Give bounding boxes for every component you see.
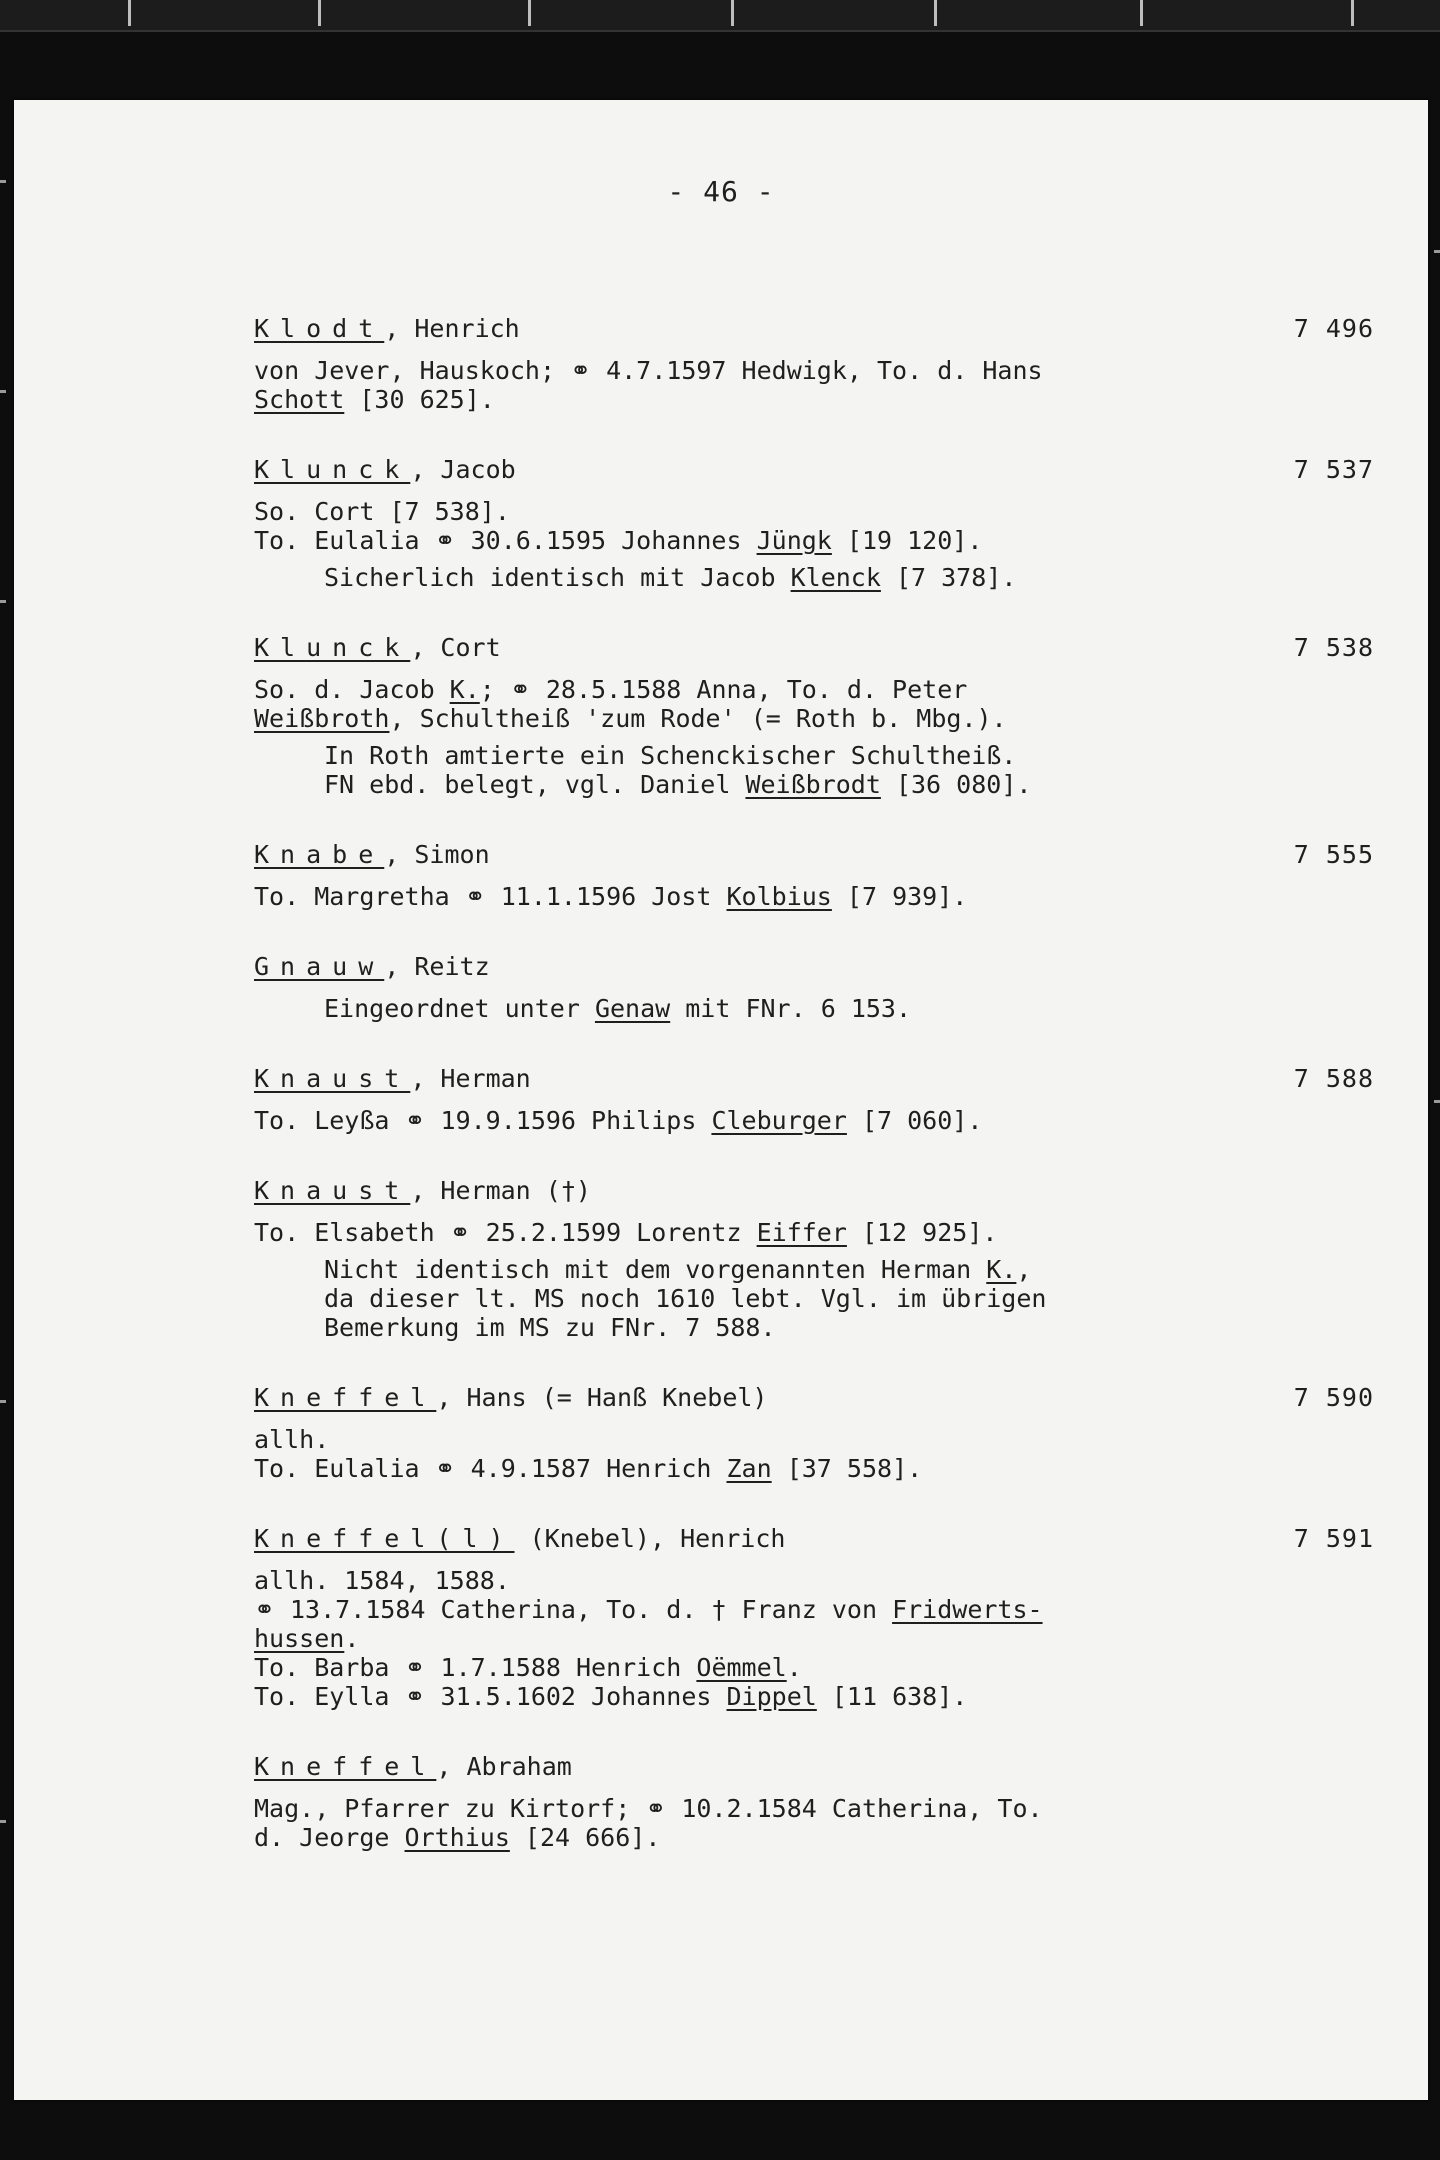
- entry-family-number: 7 496: [1293, 314, 1374, 343]
- register-entry: [254, 1383, 1374, 1483]
- edge-mark: [0, 1820, 6, 1823]
- referenced-name: Eiffer: [756, 1218, 847, 1247]
- entry-list: [254, 314, 1374, 1893]
- film-tick: [318, 0, 321, 26]
- edge-mark: [1434, 1100, 1440, 1103]
- text-segment: ; ⚭ 28.5.1588 Anna, To. d. Peter: [479, 675, 968, 704]
- entry-surname: Gnauw: [254, 952, 385, 981]
- entry-text-line: [254, 356, 1374, 385]
- edge-mark: [0, 1400, 6, 1403]
- referenced-name: Fridwerts-: [892, 1595, 1043, 1624]
- film-tick: [528, 0, 531, 26]
- referenced-name: Oëmmel: [696, 1653, 787, 1682]
- entry-heading: [254, 633, 1374, 663]
- entry-note-line: [324, 563, 1374, 592]
- referenced-name: Dippel: [726, 1682, 817, 1711]
- referenced-name: Kolbius: [726, 882, 832, 911]
- entry-family-number: 7 588: [1293, 1064, 1374, 1093]
- register-entry: [254, 840, 1374, 911]
- entry-given-name: , Henrich: [384, 314, 520, 343]
- text-segment: So. Cort [7 538].: [254, 497, 510, 526]
- text-segment: Sicherlich identisch mit Jacob: [324, 563, 791, 592]
- entry-surname: Knaust: [254, 1064, 411, 1093]
- text-segment: [7 939].: [831, 882, 968, 911]
- text-segment: ⚭ 13.7.1584 Catherina, To. d. † Franz von: [254, 1595, 893, 1624]
- register-entry: [254, 1064, 1374, 1135]
- entry-text-line: [254, 1566, 1374, 1595]
- text-segment: Bemerkung im MS zu FNr. 7 588.: [324, 1313, 776, 1342]
- entry-text-line: [254, 1682, 1374, 1711]
- entry-given-name: , Hans (= Hanß Knebel): [436, 1383, 768, 1412]
- referenced-name: Klenck: [790, 563, 881, 592]
- text-segment: In Roth amtierte ein Schenckischer Schultheiß.: [324, 741, 1017, 770]
- text-segment: [11 638].: [816, 1682, 968, 1711]
- entry-given-name: (Knebel), Henrich: [514, 1524, 786, 1553]
- edge-mark: [0, 180, 6, 183]
- register-entry: [254, 314, 1374, 414]
- entry-text-line: [254, 1218, 1374, 1247]
- entry-heading: [254, 1524, 1374, 1554]
- edge-mark: [1434, 250, 1440, 253]
- entry-given-name: , Jacob: [410, 455, 516, 484]
- entry-note-line: [324, 741, 1374, 770]
- entry-surname: Knabe: [254, 840, 385, 869]
- entry-text-line: [254, 1106, 1374, 1135]
- register-entry: [254, 1524, 1374, 1711]
- entry-given-name: , Simon: [384, 840, 490, 869]
- edge-mark: [0, 600, 6, 603]
- text-segment: , Schultheiß 'zum Rode' (= Roth b. Mbg.).: [389, 704, 1007, 733]
- entry-text-line: [254, 526, 1374, 555]
- text-segment: [36 080].: [880, 770, 1032, 799]
- entry-note-line: [324, 1313, 1374, 1342]
- entry-heading: [254, 1752, 1374, 1782]
- referenced-name: Zan: [726, 1454, 772, 1483]
- entry-text-line: [254, 1653, 1374, 1682]
- entry-note-line: [324, 770, 1374, 799]
- text-segment: Mag., Pfarrer zu Kirtorf; ⚭ 10.2.1584 Catherina, To.: [254, 1794, 1043, 1823]
- entry-note-line: [324, 994, 1374, 1023]
- entry-family-number: 7 591: [1293, 1524, 1374, 1553]
- text-segment: To. Margretha ⚭ 11.1.1596 Jost: [254, 882, 727, 911]
- text-segment: FN ebd. belegt, vgl. Daniel: [324, 770, 746, 799]
- entry-heading: [254, 1383, 1374, 1413]
- entry-heading: [254, 952, 1374, 982]
- referenced-name: K.: [986, 1255, 1017, 1284]
- entry-note-line: [324, 1284, 1374, 1313]
- entry-text-line: [254, 1624, 1374, 1653]
- film-tick: [1351, 0, 1354, 26]
- entry-given-name: , Herman: [410, 1064, 531, 1093]
- entry-heading: [254, 1176, 1374, 1206]
- entry-text-line: [254, 704, 1374, 733]
- referenced-name: Genaw: [594, 994, 671, 1023]
- entry-surname: Klunck: [254, 455, 411, 484]
- text-segment: To. Elsabeth ⚭ 25.2.1599 Lorentz: [254, 1218, 757, 1247]
- text-segment: Eingeordnet unter: [324, 994, 595, 1023]
- text-segment: allh.: [254, 1425, 330, 1454]
- text-segment: To. Leyßa ⚭ 19.9.1596 Philips: [254, 1106, 712, 1135]
- film-top-strip: [0, 0, 1440, 32]
- text-segment: mit FNr. 6 153.: [670, 994, 912, 1023]
- referenced-name: Weißbrodt: [745, 770, 881, 799]
- entry-given-name: , Cort: [410, 633, 501, 662]
- text-segment: d. Jeorge: [254, 1823, 405, 1852]
- entry-surname: Kneffel(l): [254, 1524, 515, 1553]
- entry-text-line: [254, 497, 1374, 526]
- text-segment: von Jever, Hauskoch; ⚭ 4.7.1597 Hedwigk, To. d. Hans: [254, 356, 1043, 385]
- text-segment: To. Eulalia ⚭ 4.9.1587 Henrich: [254, 1454, 727, 1483]
- entry-heading: [254, 1064, 1374, 1094]
- document-page: [14, 100, 1428, 2100]
- entry-text-line: [254, 882, 1374, 911]
- entry-family-number: 7 537: [1293, 455, 1374, 484]
- entry-text-line: [254, 1595, 1374, 1624]
- entry-family-number: 7 590: [1293, 1383, 1374, 1412]
- entry-text-line: [254, 1454, 1374, 1483]
- text-segment: [7 378].: [880, 563, 1017, 592]
- text-segment: To. Eulalia ⚭ 30.6.1595 Johannes: [254, 526, 757, 555]
- entry-given-name: , Abraham: [436, 1752, 572, 1781]
- entry-text-line: [254, 1425, 1374, 1454]
- text-segment: ,: [1016, 1255, 1032, 1284]
- entry-text-line: [254, 385, 1374, 414]
- text-segment: [24 666].: [509, 1823, 661, 1852]
- referenced-name: Cleburger: [711, 1106, 847, 1135]
- register-entry: [254, 455, 1374, 592]
- entry-heading: [254, 840, 1374, 870]
- referenced-name: Weißbroth: [254, 704, 390, 733]
- text-segment: Nicht identisch mit dem vorgenannten Herman: [324, 1255, 987, 1284]
- referenced-name: Jüngk: [756, 526, 832, 555]
- page-number: - 46 -: [667, 175, 775, 208]
- entry-surname: Klodt: [254, 314, 385, 343]
- register-entry: [254, 633, 1374, 799]
- text-segment: So. d. Jacob: [254, 675, 450, 704]
- text-segment: [19 120].: [831, 526, 983, 555]
- entry-family-number: 7 555: [1293, 840, 1374, 869]
- entry-surname: Kneffel: [254, 1752, 437, 1781]
- text-segment: To. Barba ⚭ 1.7.1588 Henrich: [254, 1653, 697, 1682]
- register-entry: [254, 1752, 1374, 1852]
- referenced-name: Schott: [254, 385, 345, 414]
- text-segment: [37 558].: [771, 1454, 923, 1483]
- entry-text-line: [254, 675, 1374, 704]
- film-tick: [731, 0, 734, 26]
- entry-surname: Kneffel: [254, 1383, 437, 1412]
- text-segment: [7 060].: [846, 1106, 983, 1135]
- text-segment: .: [786, 1653, 802, 1682]
- entry-given-name: , Reitz: [384, 952, 490, 981]
- text-segment: [12 925].: [846, 1218, 998, 1247]
- entry-heading: [254, 314, 1374, 344]
- film-tick: [128, 0, 131, 26]
- text-segment: da dieser lt. MS noch 1610 lebt. Vgl. im übrigen: [324, 1284, 1047, 1313]
- entry-note-line: [324, 1255, 1374, 1284]
- entry-surname: Knaust: [254, 1176, 411, 1205]
- film-tick: [1140, 0, 1143, 26]
- entry-text-line: [254, 1794, 1374, 1823]
- entry-family-number: 7 538: [1293, 633, 1374, 662]
- text-segment: allh. 1584, 1588.: [254, 1566, 510, 1595]
- referenced-name: hussen: [254, 1624, 345, 1653]
- entry-surname: Klunck: [254, 633, 411, 662]
- text-segment: [30 625].: [344, 385, 495, 414]
- text-segment: .: [344, 1624, 360, 1653]
- register-entry: [254, 952, 1374, 1023]
- referenced-name: Orthius: [404, 1823, 510, 1852]
- film-tick: [934, 0, 937, 26]
- entry-given-name: , Herman (†): [410, 1176, 591, 1205]
- edge-mark: [0, 390, 6, 393]
- entry-text-line: [254, 1823, 1374, 1852]
- register-entry: [254, 1176, 1374, 1342]
- referenced-name: K.: [449, 675, 480, 704]
- entry-heading: [254, 455, 1374, 485]
- text-segment: To. Eylla ⚭ 31.5.1602 Johannes: [254, 1682, 727, 1711]
